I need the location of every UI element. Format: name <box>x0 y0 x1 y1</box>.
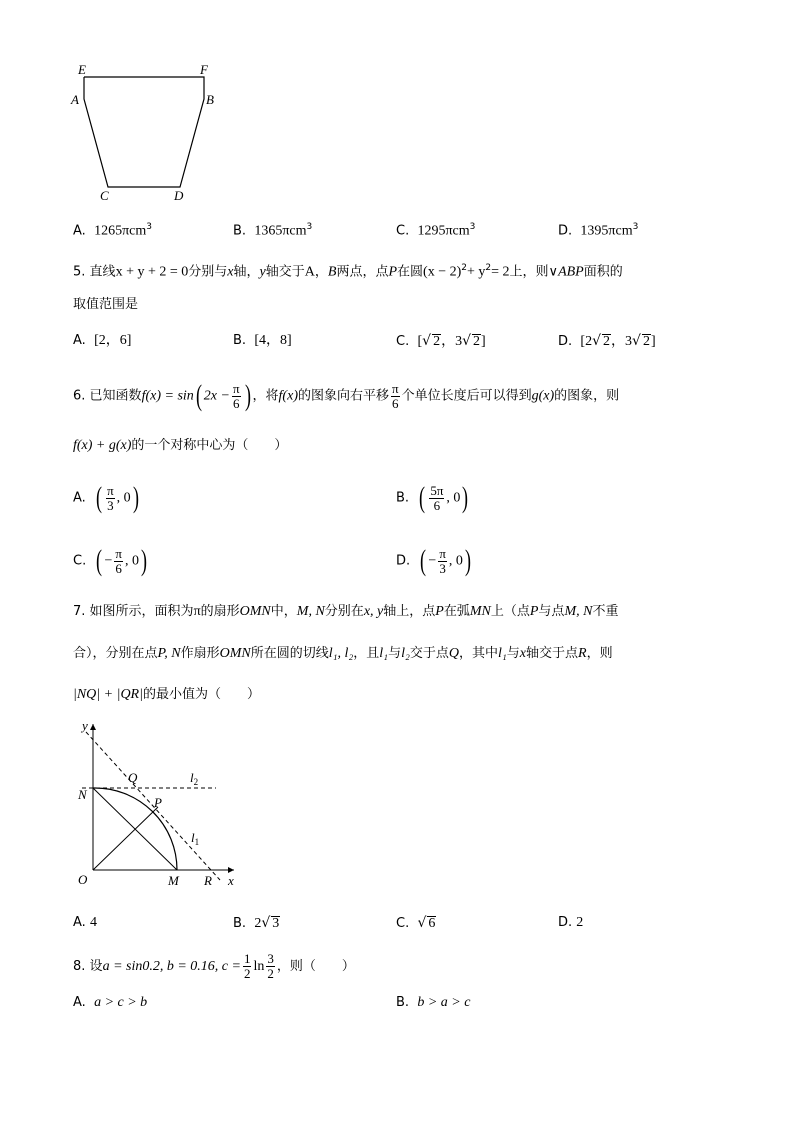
q7-option-a[interactable] <box>73 914 97 932</box>
text: 在圆 <box>397 264 424 280</box>
text: 与 <box>506 646 520 661</box>
axis-y-label: y <box>82 718 88 733</box>
math-var: l₁ <box>498 646 507 661</box>
question-number: 5. <box>73 264 86 280</box>
math-eq: x + y + 2 = 0 <box>115 264 189 280</box>
math-var: x <box>519 646 526 661</box>
q7-line2 <box>73 645 613 663</box>
option-label: D. <box>396 553 411 569</box>
q5-line2 <box>73 296 138 314</box>
q5-option-d[interactable]: D. [2√ 2，3√ 2] <box>558 333 656 349</box>
option-label: A. <box>73 995 86 1010</box>
option-value: 2 <box>576 915 584 930</box>
fraction: $\frac{\pi}{6}$ <box>392 380 399 411</box>
text: ， <box>314 264 328 280</box>
math-expr: + y <box>467 264 486 280</box>
math-var: π <box>193 604 201 619</box>
option-label: C. <box>73 553 87 569</box>
label-l2: $l_2$ <box>190 770 199 787</box>
sqrt-value: 2 <box>473 334 480 349</box>
text: 不重 <box>592 604 619 619</box>
math-var: ABP <box>558 264 584 280</box>
q6-option-d[interactable]: D. ( − $\frac{\pi}{3}$ , 0) <box>396 544 471 577</box>
text: 分别在 <box>324 604 364 619</box>
text: 取值范围是 <box>73 297 139 312</box>
sqrt-value: 2 <box>642 334 650 349</box>
text: ，则 <box>586 646 613 661</box>
label-O: O <box>78 872 88 887</box>
text: 合），分别在点 <box>73 646 158 661</box>
text: 与 <box>388 646 402 661</box>
math-var: MN <box>469 604 491 619</box>
option-label: D. <box>558 915 573 930</box>
superscript: 3 <box>146 222 152 232</box>
option-label: C. <box>396 916 410 931</box>
option-label: A. <box>73 333 86 348</box>
question-number: 8. <box>73 959 86 974</box>
math-var: OMN <box>219 646 251 661</box>
option-label: D. <box>558 223 573 239</box>
math-var: l₁, l₂ <box>328 646 354 661</box>
q4-option-a[interactable] <box>73 218 152 240</box>
text: 的一个对称中心为（ ） <box>131 438 288 453</box>
text: ，其中 <box>458 646 498 661</box>
text: 轴交于点 <box>526 646 579 661</box>
label-A: A <box>71 92 79 107</box>
sqrt-value: 2 <box>603 334 611 349</box>
label-l1: $l_1$ <box>191 830 200 847</box>
axis-x-label: x <box>228 873 234 888</box>
q5-option-b[interactable] <box>233 332 292 350</box>
text: 上（点 <box>490 604 530 619</box>
trapezoid-figure <box>66 60 226 206</box>
math-var: P <box>388 264 398 280</box>
q6-line2 <box>73 437 287 455</box>
math-var: x <box>227 264 234 280</box>
math-fn: ln <box>253 959 265 974</box>
option-tail: , 0 <box>124 553 139 569</box>
label-M: M <box>168 873 179 888</box>
math-var: l₁ <box>379 646 389 661</box>
label-E: E <box>78 62 86 77</box>
math-var: OMN <box>239 604 271 619</box>
q7-option-b[interactable]: B. 2√ 3 <box>233 915 280 931</box>
text: 所在圆的切线 <box>250 646 329 661</box>
option-label: C. <box>396 334 410 349</box>
option-label: C. <box>396 223 410 239</box>
coef: 2 <box>585 334 593 349</box>
text: 在弧 <box>443 604 470 619</box>
text: ，将 <box>252 388 279 404</box>
sector-figure <box>70 718 250 894</box>
text: 轴， <box>233 264 260 280</box>
q6-option-a[interactable]: A. ( $\frac{\pi}{3}$ , 0) <box>73 481 139 514</box>
text: 的图象，则 <box>554 388 620 404</box>
label-C: C <box>100 188 109 203</box>
math-expr: = 2 <box>491 264 510 280</box>
text: 面积的 <box>583 264 623 280</box>
label-P: P <box>154 795 162 810</box>
q5-option-a[interactable] <box>73 332 131 350</box>
option-value: [2，6] <box>94 333 132 348</box>
math-expr: |NQ| + |QR| <box>73 687 143 702</box>
text: 两点，点 <box>336 264 389 280</box>
option-value: 4 <box>89 915 97 930</box>
q4-option-d[interactable] <box>558 218 638 240</box>
q7-line3 <box>73 686 260 704</box>
math-var: M, N <box>296 604 325 619</box>
text: 分别与 <box>188 264 228 280</box>
option-value: b > a > c <box>417 995 471 1010</box>
text: ，且 <box>353 646 380 661</box>
text: 已知函数 <box>89 388 142 404</box>
option-label: A. <box>73 490 86 506</box>
superscript: 3 <box>469 222 476 232</box>
q8-option-b[interactable] <box>396 994 470 1012</box>
math-expr: 2x − <box>203 388 230 404</box>
text: 与点 <box>538 604 565 619</box>
option-value: [4，8] <box>254 333 292 348</box>
text: 的最小值为（ ） <box>142 687 260 702</box>
label-R: R <box>204 873 212 888</box>
text: 交于点 <box>409 646 449 661</box>
math-var: y <box>259 264 266 280</box>
text: 上，则∨ <box>509 264 559 280</box>
fraction: $\frac{\pi}{6}$ <box>232 380 240 411</box>
superscript: 3 <box>306 222 313 232</box>
text: 的扇形 <box>200 604 240 619</box>
label-B: B <box>206 92 214 107</box>
option-value: 1395πcm <box>580 223 633 239</box>
option-value: 1265πcm <box>94 223 147 239</box>
q6-option-b[interactable]: B. ( $\frac{5\pi}{6}$ , 0) <box>396 481 469 514</box>
q8-option-a[interactable] <box>73 994 147 1012</box>
question-number: 6. <box>73 388 86 404</box>
text: 个单位长度后可以得到 <box>401 388 532 404</box>
math-expr: (x − 2) <box>423 264 462 280</box>
text: 的图象向右平移 <box>297 388 389 404</box>
text: ，则（ ） <box>276 959 355 974</box>
text: 中， <box>270 604 297 619</box>
sqrt-value: 2 <box>433 334 441 349</box>
text: 轴交于 <box>265 264 305 280</box>
option-value: 1295πcm <box>417 223 470 239</box>
q4-option-b[interactable] <box>233 218 312 240</box>
option-mid: ，3 <box>611 334 633 349</box>
option-label: A. <box>73 223 86 239</box>
math-var: P, N <box>157 646 181 661</box>
option-label: D. <box>558 334 573 349</box>
label-D: D <box>174 188 184 203</box>
option-label: B. <box>396 995 410 1010</box>
q5-option-c[interactable]: C. [√ 2，3√ 2] <box>396 333 486 349</box>
option-label: B. <box>233 916 247 931</box>
superscript: 2 <box>461 263 467 273</box>
math-var: P <box>529 604 539 619</box>
q5-line1 <box>73 259 623 281</box>
math-var: R <box>578 646 587 661</box>
q7-option-d[interactable] <box>558 914 583 932</box>
superscript: 3 <box>632 222 639 232</box>
option-label: B. <box>396 490 410 506</box>
q7-option-c[interactable]: C. √ 6 <box>396 915 436 931</box>
label-N: N <box>78 787 87 802</box>
math-expr: f(x) = sin <box>141 388 194 404</box>
text: 如图所示，面积为 <box>89 604 194 619</box>
option-tail: , 0 <box>116 490 131 506</box>
q4-option-c[interactable] <box>396 218 475 240</box>
math-expr: a = sin0.2, b = 0.16, c = <box>102 959 241 974</box>
math-var: l₂ <box>401 646 410 661</box>
q7-line1 <box>73 603 618 621</box>
option-tail: , 0 <box>446 490 461 506</box>
option-label: B. <box>233 223 247 239</box>
math-var: A <box>304 264 315 280</box>
math-var: x, y <box>363 604 384 619</box>
option-value: 1365πcm <box>254 223 307 239</box>
question-number: 7. <box>73 604 86 619</box>
text: 轴上，点 <box>383 604 436 619</box>
math-expr: f(x) <box>278 388 298 404</box>
superscript: 2 <box>485 263 492 273</box>
math-var: B <box>327 264 337 280</box>
option-tail: , 0 <box>448 553 463 569</box>
option-label: B. <box>233 333 247 348</box>
q6-option-c[interactable]: C. ( − $\frac{\pi}{6}$ , 0) <box>73 544 147 577</box>
math-expr: g(x) <box>531 388 555 404</box>
label-Q: Q <box>128 770 138 785</box>
option-value: a > c > b <box>94 995 148 1010</box>
label-F: F <box>200 62 208 77</box>
math-var: P <box>435 604 444 619</box>
option-mid: ，3 <box>441 334 463 349</box>
text: 设 <box>89 959 103 974</box>
math-expr: f(x) + g(x) <box>73 438 132 453</box>
text: 作扇形 <box>180 646 220 661</box>
q8-line1: 8. 设a = sin0.2, b = 0.16, c = $\frac{1}{2}$ ln $\frac{3}{2}$ ，则（ ） <box>73 951 355 981</box>
math-var: Q <box>448 646 459 661</box>
option-label: A. <box>73 915 86 930</box>
text: 直线 <box>89 264 116 280</box>
math-var: M, N <box>564 604 593 619</box>
q6-line1: 6. 已知函数f(x) = sin( 2x − $\frac{\pi}{6}$ ) ，将f(x)的图象向右平移 $\frac{\pi}{6}$ 个单位长度后可以得到g(x)的图象，则 <box>73 379 620 412</box>
